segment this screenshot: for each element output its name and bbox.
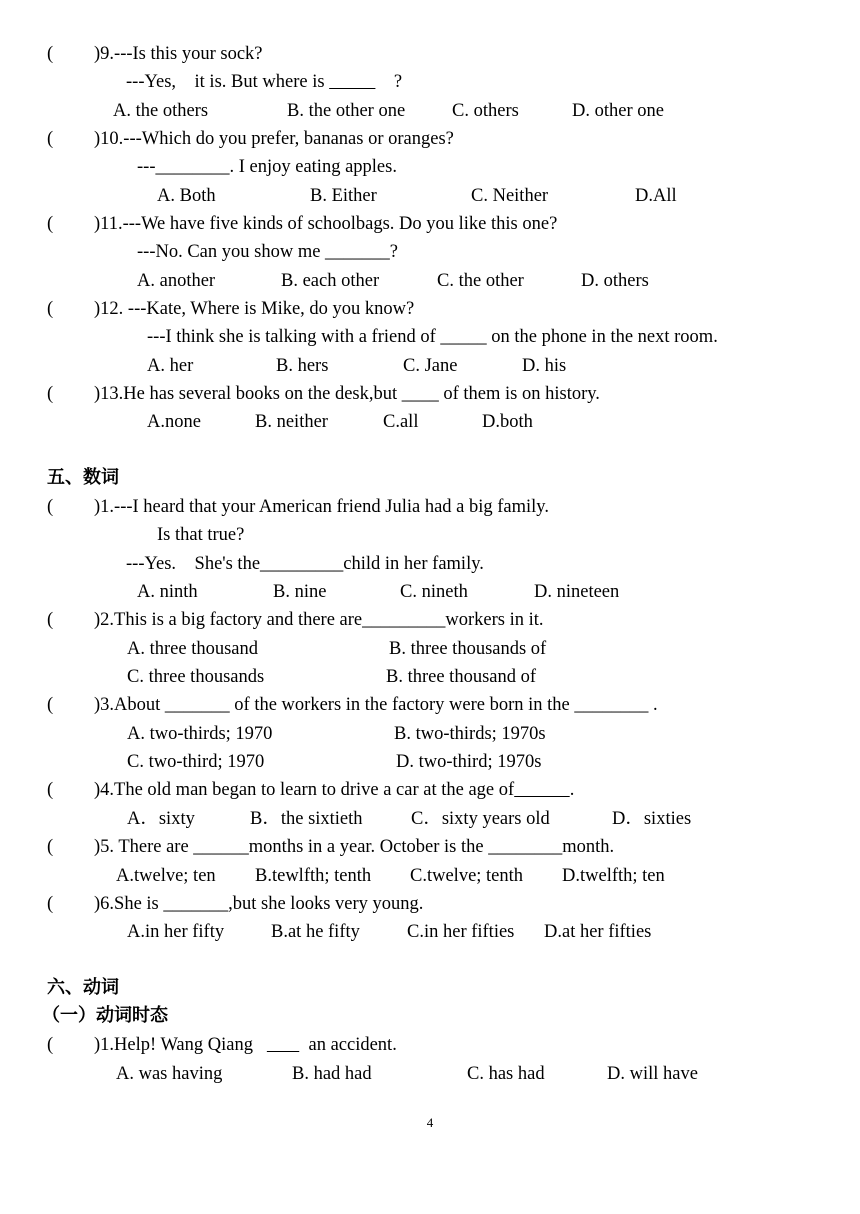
paren-left: ( (47, 497, 54, 517)
question-4-stem: )4.The old man began to learn to drive a car at the age of . (94, 780, 575, 800)
option-a: A. ninth (137, 582, 198, 602)
subsection-heading-tense: （一）动词时态 (42, 1005, 168, 1026)
option-d: D. will have (607, 1064, 698, 1084)
option-a: A.in her fifty (127, 922, 225, 942)
paren-left: ( (47, 1035, 54, 1055)
option-a: A．sixty (127, 809, 195, 829)
question-2-stem: )2.This is a big factory and there are_________workers in it. (94, 610, 544, 630)
option-a: A. the others (113, 101, 209, 121)
option-d: D. two-third; 1970s (396, 752, 542, 772)
option-a: A. three thousand (127, 639, 259, 659)
question-1-stem: )1.---I heard that your American friend Julia had a big family. (94, 497, 549, 517)
question-13-stem: )13.He has several books on the desk,but ____ of them is on history. (94, 384, 600, 404)
question-9-line2: ---Yes, it is. But where is ? (126, 72, 403, 92)
option-c: C. Jane (403, 356, 458, 376)
option-d: D.both (482, 412, 533, 432)
page-number: 4 (426, 1115, 434, 1130)
option-c: C.in her fifties (407, 922, 515, 942)
option-b: B. had had (292, 1064, 372, 1084)
question-1-stem: )1.Help! Wang Qiang an accident. (94, 1035, 397, 1055)
option-a: A.none (147, 412, 201, 432)
option-b: B.at he fifty (271, 922, 360, 942)
option-b: B. the other one (287, 101, 406, 121)
paren-left: ( (47, 695, 54, 715)
option-b: B. nine (273, 582, 327, 602)
option-d: D. nineteen (534, 582, 620, 602)
option-c: C. three thousands (127, 667, 265, 687)
question-6-stem: )6.She is _______,but she looks very young. (94, 894, 424, 914)
option-c: C. nineth (400, 582, 468, 602)
paren-left: ( (47, 299, 54, 319)
paren-left: ( (47, 837, 54, 857)
option-b: B. each other (281, 271, 380, 291)
option-c: C.all (383, 412, 419, 432)
option-d: D.All (635, 186, 677, 206)
question-1-line2: Is that true? (157, 525, 245, 545)
option-c: C. Neither (471, 186, 549, 206)
option-c: C. has had (467, 1064, 545, 1084)
option-b: B. Either (310, 186, 377, 206)
option-a: A. two-thirds; 1970 (127, 724, 273, 744)
question-12-line2: ---I think she is talking with a friend of _____ on the phone in the next room. (147, 327, 718, 347)
question-5-stem: )5. There are ______months in a year. October is the ________month. (94, 837, 615, 857)
answer-blank (267, 1035, 299, 1055)
paren-left: ( (47, 129, 54, 149)
option-c: C. others (452, 101, 519, 121)
paren-left: ( (47, 610, 54, 630)
question-10-line2: ---________. I enjoy eating apples. (137, 157, 397, 177)
option-d: D. other one (572, 101, 664, 121)
option-d: B. three thousand of (386, 667, 537, 687)
answer-blank (514, 780, 570, 800)
option-b: B.tewlfth; tenth (255, 866, 372, 886)
question-10-stem: )10.---Which do you prefer, bananas or oranges? (94, 129, 454, 149)
question-1-line3: ---Yes. She's the_________child in her family. (126, 554, 484, 574)
paren-left: ( (47, 214, 54, 234)
option-a: A.twelve; ten (116, 866, 216, 886)
paren-left: ( (47, 384, 54, 404)
question-11-stem: )11.---We have five kinds of schoolbags. Do you like this one? (94, 214, 558, 234)
option-b: B. neither (255, 412, 328, 432)
option-a: A. was having (116, 1064, 223, 1084)
option-a: A. Both (157, 186, 216, 206)
option-b: B. three thousands of (389, 639, 547, 659)
answer-blank (329, 72, 375, 92)
option-a: A. her (147, 356, 194, 376)
option-c: C. the other (437, 271, 524, 291)
option-d: D. others (581, 271, 649, 291)
option-c: C. two-third; 1970 (127, 752, 265, 772)
question-12-stem: )12. ---Kate, Where is Mike, do you know? (94, 299, 415, 319)
section-heading-verbs: 六、动词 (47, 977, 119, 998)
question-9-stem: )9.---Is this your sock? (94, 44, 263, 64)
paren-left: ( (47, 780, 54, 800)
section-heading-numerals: 五、数词 (47, 467, 119, 488)
option-c: C.twelve; tenth (410, 866, 524, 886)
option-d: D.twelfth; ten (562, 866, 665, 886)
option-d: D.at her fifties (544, 922, 652, 942)
paren-left: ( (47, 894, 54, 914)
option-b: B. two-thirds; 1970s (394, 724, 546, 744)
option-a: A. another (137, 271, 216, 291)
option-d: D. his (522, 356, 567, 376)
paren-left: ( (47, 44, 54, 64)
option-b: B．the sixtieth (250, 809, 363, 829)
option-d: D．sixties (612, 809, 692, 829)
question-11-line2: ---No. Can you show me _______? (137, 242, 399, 262)
option-c: C．sixty years old (411, 809, 550, 829)
question-3-stem: )3.About _______ of the workers in the factory were born in the ________ . (94, 695, 658, 715)
option-b: B. hers (276, 356, 329, 376)
